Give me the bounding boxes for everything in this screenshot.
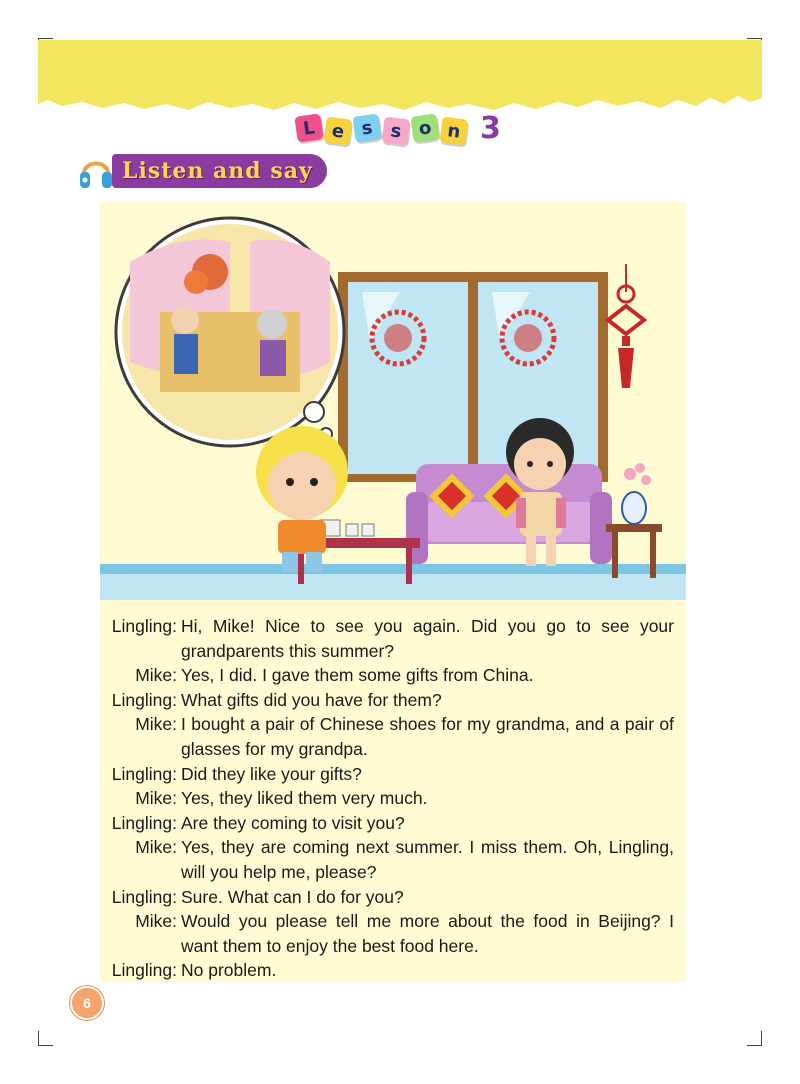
speaker-name: Mike: [135,788,177,809]
speaker-name: Lingling: [111,689,177,710]
dialogue-line [100,811,674,836]
headphones-icon [78,152,114,192]
lesson-letter-tile: L [294,113,323,142]
section-header [78,150,358,194]
crop-mark-bottom-left [38,1031,53,1046]
page-number: 6 [70,986,104,1020]
speaker-name: Mike: [135,714,177,735]
lesson-letter-tile: o [410,113,439,142]
lesson-number: 3 [480,110,501,146]
dialogue-line [100,614,674,663]
dialogue-line [100,688,674,713]
dialogue-line-text: Yes, I did. I gave them some gifts from China. [181,665,534,686]
dialogue-line-text: No problem. [181,960,277,981]
thought-bubble [116,218,344,446]
dialogue-line-text: I bought a pair of Chinese shoes for my grandma, and a pair of glasses for my grandpa. [181,714,674,759]
dialogue-line-text: Sure. What can I do for you? [181,886,404,907]
crop-mark-bottom-right [747,1031,762,1046]
dialogue-line-text: Yes, they liked them very much. [181,788,428,809]
dialogue-line [100,885,674,910]
lesson-letter-tile: s [352,113,381,142]
dialogue-line [100,663,674,688]
section-title: Listen and say [112,154,327,188]
dialogue-line [100,762,674,787]
dialogue-line-text: Did they like your gifts? [181,763,362,784]
dialogue-text [100,614,674,983]
dialogue-line-text: Would you please tell me more about the food in Beijing? I want them to enjoy the best food here. [181,911,674,956]
dialogue-line [100,835,674,884]
speaker-name: Mike: [135,837,177,858]
speaker-name: Lingling: [111,763,177,784]
lesson-letter-tile: e [324,117,353,146]
dialogue-line [100,958,674,983]
speaker-name: Mike: [135,665,177,686]
dialogue-line-text: Hi, Mike! Nice to see you again. Did you go to see your grandparents this summer? [181,616,674,661]
illustration-living-room [100,202,686,600]
speaker-name: Lingling: [111,616,177,636]
speaker-name: Lingling: [111,960,177,981]
speaker-name: Lingling: [111,812,177,833]
dialogue-line [100,909,674,958]
speaker-name: Lingling: [111,886,177,907]
dialogue-line-text: Yes, they are coming next summer. I miss them. Oh, Lingling, will you help me, please? [181,837,674,882]
lesson-heading [296,108,501,148]
dialogue-line [100,712,674,761]
speaker-name: Mike: [135,911,177,932]
dialogue-line [100,786,674,811]
dialogue-line-text: Are they coming to visit you? [181,812,405,833]
lesson-letter-tile: n [440,117,469,146]
yellow-header-banner [38,40,762,112]
dialogue-line-text: What gifts did you have for them? [181,689,442,710]
lesson-letter-tile: s [382,117,411,146]
